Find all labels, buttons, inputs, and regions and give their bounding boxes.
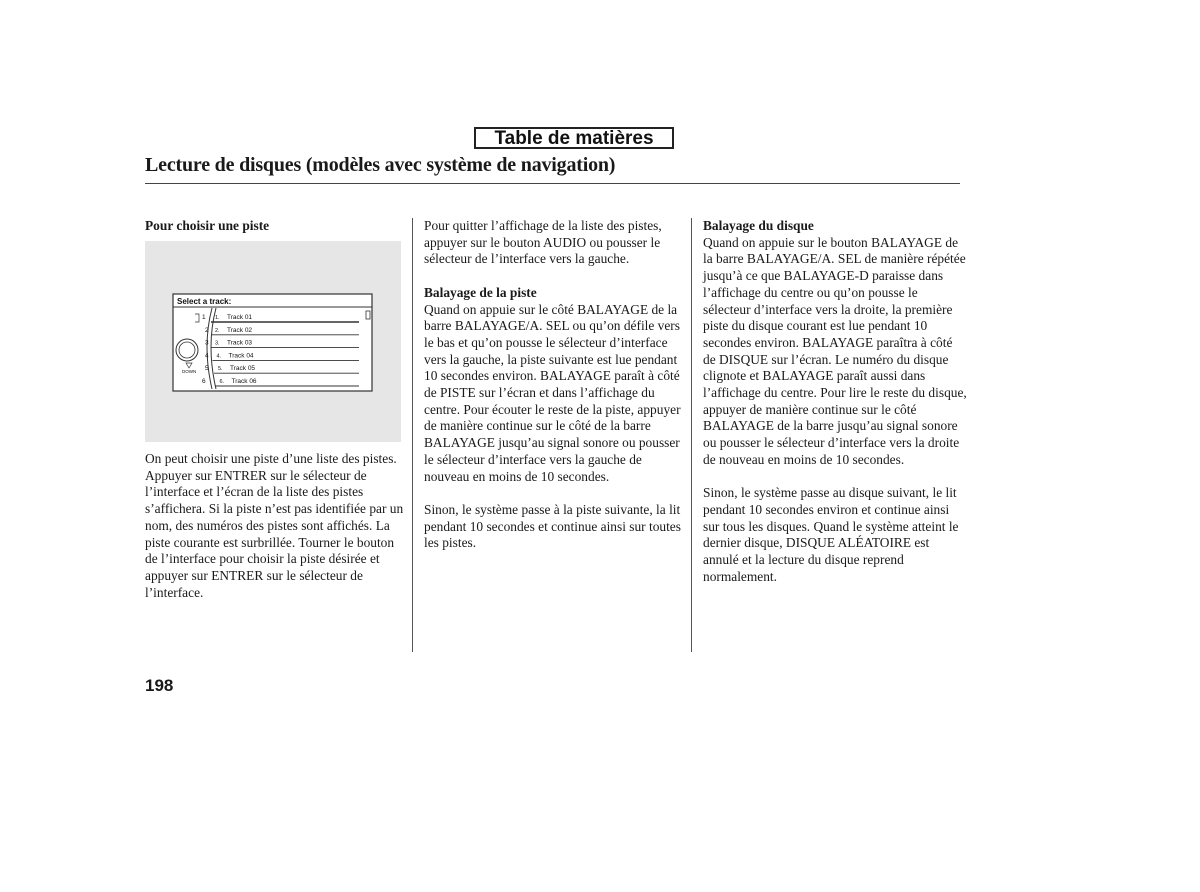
dial-key-6: 6	[202, 378, 206, 385]
down-label: DOWN	[182, 369, 197, 374]
track-name: Track 02	[227, 326, 253, 334]
column-3	[703, 218, 967, 585]
title-divider	[145, 183, 960, 184]
track-number: 3.	[215, 340, 220, 347]
column-2	[424, 218, 688, 552]
track-number: 1.	[215, 315, 220, 321]
paragraph: Quand on appuie sur le bouton BALAYAGE de la barre BALAYAGE/A. SEL de manière répétée jusqu’à ce que BALAYAGE-D paraisse dans l’affichage du centre ou qu’on pousse le sélecteur d’interface vers la droite, la première piste du disque courant est lue pendant 10 secondes environ. BALAYAGE paraîtra à côté de DISQUE sur l’écran. Le numéro du disque clignote et BALAYAGE paraît aussi dans l’affichage du centre. Pour lire le reste du disque, appuyer de manière continue sur le côté BALAYAGE de la barre jusqu’au signal sonore ou pousser le sélecteur d’interface vers la droite de nouveau en moins de 10 secondes.	[703, 234, 967, 467]
dial-key-3: 3	[205, 339, 209, 347]
track-name: Track 04	[228, 352, 254, 360]
dial-key-5: 5	[205, 365, 209, 373]
track-name: Track 06	[231, 378, 257, 385]
track-number: 5.	[218, 366, 223, 373]
dial-key-4: 4	[205, 352, 209, 360]
screen-frame	[173, 294, 372, 391]
paragraph: On peut choisir une piste d’une liste des pistes. Appuyer sur ENTRER sur le sélecteur de l’interface et l’écran de la liste des pistes s’affichera. Si la piste n’est pas identifiée par un nom, des numéros des pistes sont affichés. La piste courante est surbrillée. Tourner le bouton de l’interface pour choisir la piste désirée et appuyer sur ENTRER sur le sélecteur de l’interface.	[145, 451, 404, 600]
track-list-illustration	[145, 241, 401, 442]
table-of-contents-button[interactable]: Table de matières	[474, 127, 674, 149]
track-name: Track 01	[227, 314, 253, 321]
column-divider-1	[412, 218, 413, 652]
track-number: 2.	[215, 327, 220, 334]
track-name: Track 05	[230, 365, 256, 373]
track-number: 6.	[219, 379, 225, 385]
track-number: 4.	[216, 353, 222, 360]
paragraph: Sinon, le système passe au disque suivant, le lit pendant 10 secondes environ et continue ainsi sur tous les disques. Quand le système atteint le dernier disque, DISQUE ALÉATOIRE est annulé et la lecture du disque reprend normalement.	[703, 485, 959, 584]
page-number: 198	[145, 676, 174, 695]
section-heading-track-scan: Balayage de la piste	[424, 284, 537, 300]
page-title: Lecture de disques (modèles avec système de navigation)	[145, 154, 616, 176]
track-list-screen-drawing	[145, 241, 401, 442]
paragraph: Quand on appuie sur le côté BALAYAGE de la barre BALAYAGE/A. SEL ou qu’on défile vers le bas et qu’on pousse le sélecteur d’interface vers la gauche, la piste suivante est lue pendant 10 secondes environ. BALAYAGE paraît à côté de PISTE sur l’écran et dans l’affichage du centre. Pour écouter le reste de la piste, appuyer de manière continue sur le côté de la barre BALAYAGE jusqu’au signal sonore ou pousser le sélecteur d’interface vers la gauche de nouveau en moins de 10 secondes.	[424, 301, 681, 484]
paragraph: Pour quitter l’affichage de la liste des pistes, appuyer sur le bouton AUDIO ou pousser le sélecteur de l’interface vers la gauche.	[424, 218, 662, 267]
column-divider-2	[691, 218, 692, 652]
dial-key-2: 2	[205, 326, 209, 334]
section-heading-disc-scan: Balayage du disque	[703, 218, 814, 233]
section-heading-choose-track: Pour choisir une piste	[145, 218, 270, 233]
paragraph: Sinon, le système passe à la piste suivante, la lit pendant 10 secondes et continue ainsi sur toutes les pistes.	[424, 501, 681, 551]
track-name: Track 03	[227, 339, 253, 347]
screen-title: Select a track:	[177, 297, 232, 306]
column-1-body	[145, 451, 410, 601]
dial-key-1: 1	[202, 314, 206, 321]
column-1	[145, 218, 410, 235]
